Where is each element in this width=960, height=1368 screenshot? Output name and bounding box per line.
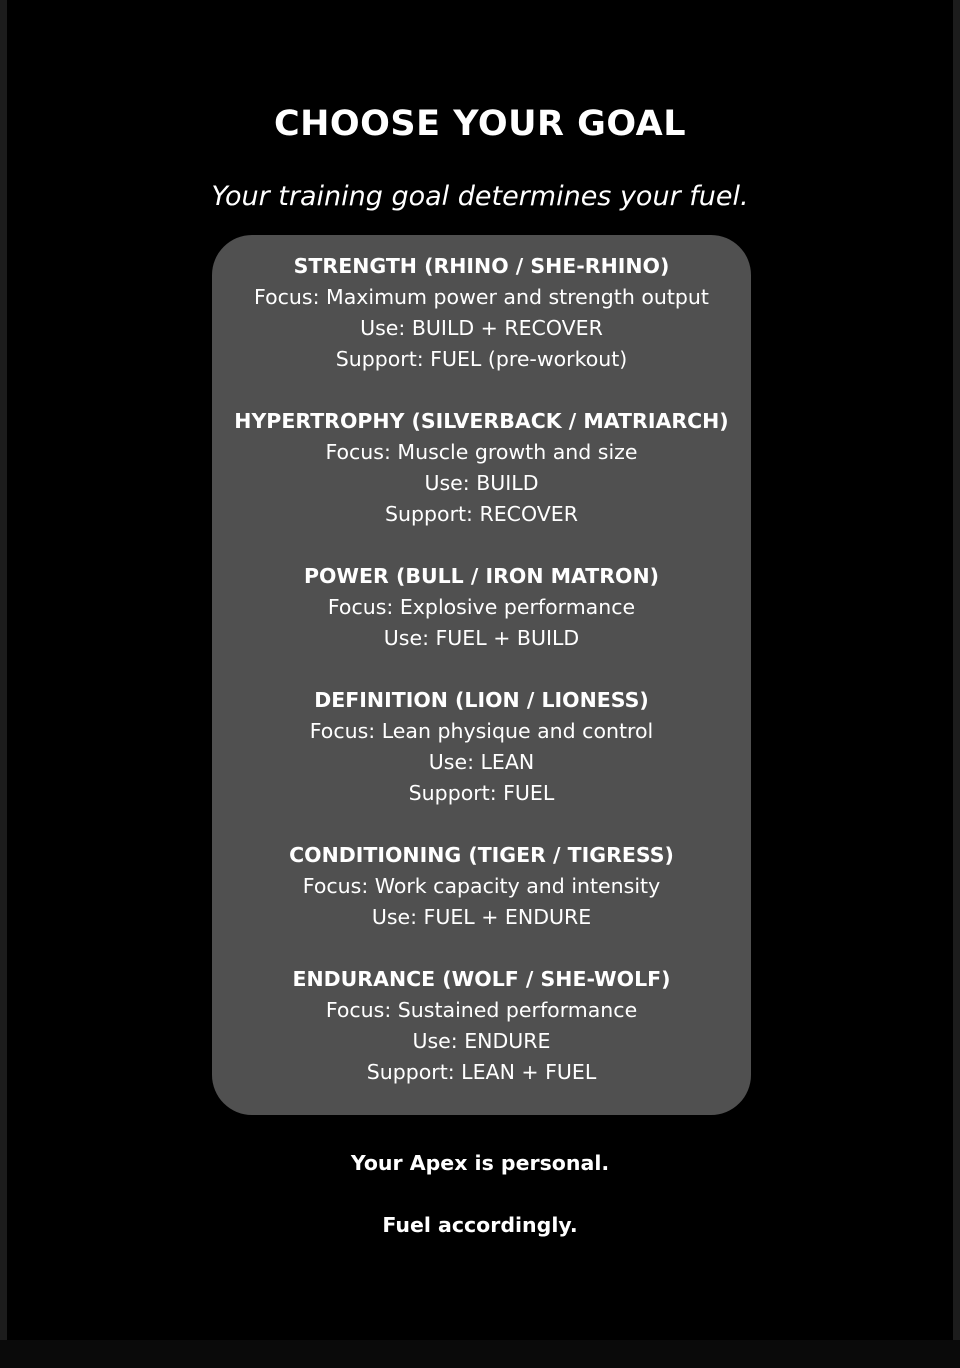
goal-focus: Focus: Lean physique and control: [309, 719, 654, 743]
goal-conditioning: [212, 840, 751, 933]
goal-focus: Focus: Explosive performance: [327, 595, 636, 619]
goal-use: Use: FUEL + BUILD: [383, 626, 580, 650]
goal-use: Use: BUILD + RECOVER: [360, 316, 603, 340]
goal-definition: [212, 685, 751, 809]
goal-support: Support: FUEL (pre-workout): [335, 347, 628, 371]
goal-focus: Focus: Work capacity and intensity: [302, 874, 661, 898]
goal-name: POWER (BULL / IRON MATRON): [303, 564, 660, 588]
goal-name: CONDITIONING (TIGER / TIGRESS): [289, 843, 674, 867]
bottom-edge: [0, 1340, 960, 1368]
goal-use: Use: ENDURE: [412, 1029, 551, 1053]
page-subtitle: Your training goal determines your fuel.: [211, 181, 749, 212]
goal-power: [212, 561, 751, 654]
goal-focus: Focus: Sustained performance: [325, 998, 638, 1022]
page-title: CHOOSE YOUR GOAL: [273, 104, 687, 144]
goal-strength: [212, 251, 751, 375]
goal-support: Support: RECOVER: [385, 502, 578, 526]
goal-use: Use: FUEL + ENDURE: [371, 905, 592, 929]
goals-card: [212, 235, 751, 1115]
goal-name: DEFINITION (LION / LIONESS): [314, 688, 649, 712]
goal-use: Use: LEAN: [428, 750, 535, 774]
goal-focus: Focus: Muscle growth and size: [325, 440, 638, 464]
goal-name: ENDURANCE (WOLF / SHE-WOLF): [292, 967, 671, 991]
goal-name: STRENGTH (RHINO / SHE-RHINO): [293, 254, 670, 278]
goal-support: Support: LEAN + FUEL: [366, 1060, 597, 1084]
goal-use: Use: BUILD: [424, 471, 539, 495]
goal-hypertrophy: [212, 406, 751, 530]
goal-endurance: [212, 964, 751, 1088]
goal-name: HYPERTROPHY (SILVERBACK / MATRIARCH): [234, 409, 729, 433]
goal-focus: Focus: Maximum power and strength output: [254, 285, 709, 309]
footer-tagline: Your Apex is personal.: [350, 1151, 610, 1175]
goal-support: Support: FUEL: [408, 781, 555, 805]
footer-callout: Fuel accordingly.: [382, 1213, 578, 1237]
